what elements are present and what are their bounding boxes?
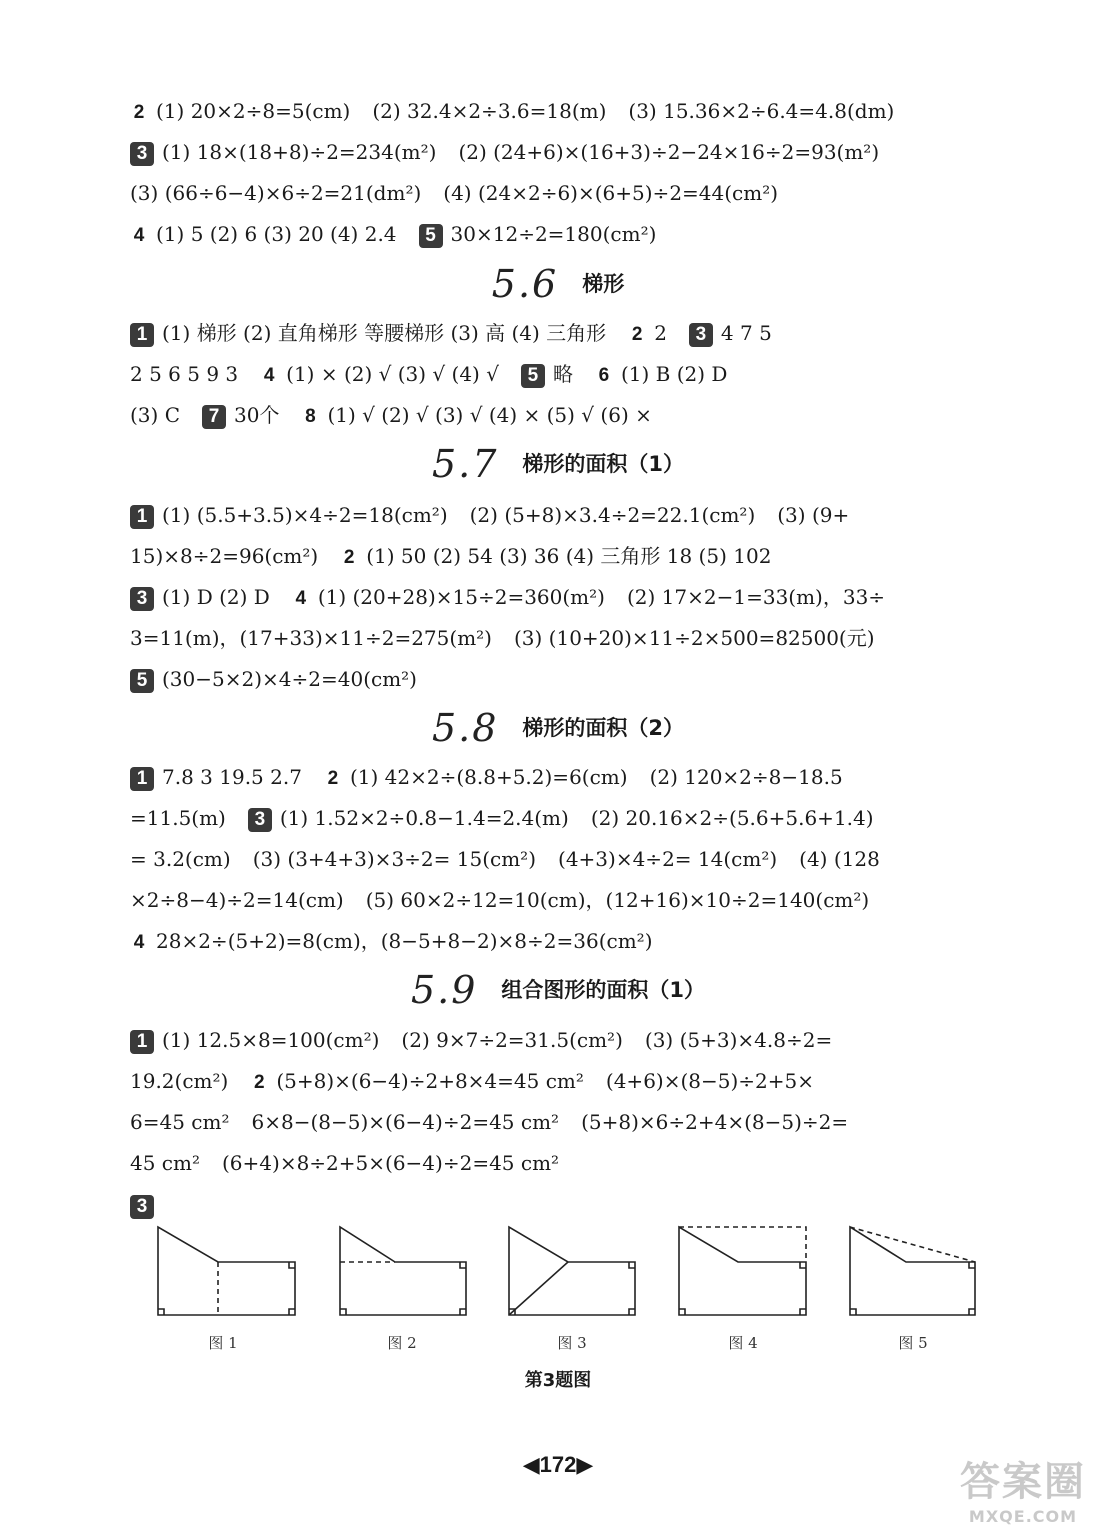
answer-text: (1) 20×2÷8=5(cm) [156, 99, 351, 123]
answer-item [130, 1069, 228, 1093]
answer-text: (4) (24×2÷6)×(6+5)÷2=44(cm²) [443, 181, 779, 205]
answer-text: 30个 [234, 403, 280, 427]
answer-line [130, 623, 1010, 653]
answer-text: (3) (9+ [777, 503, 850, 527]
answer-item [130, 140, 436, 164]
section-number: 5.6 [491, 262, 559, 306]
answer-item [366, 888, 869, 912]
watermark [938, 1450, 1108, 1530]
question-number: 4 [133, 932, 145, 953]
question-number: 1 [130, 767, 154, 791]
answer-text: 4 7 5 [720, 321, 772, 345]
answer-item [222, 1151, 559, 1175]
answer-line [130, 1066, 1010, 1098]
answer-text: (3) (10+20)×11÷2×500=82500(元) [513, 626, 875, 650]
answer-text: (2) 9×7÷2=31.5(cm²) [401, 1028, 623, 1052]
answer-line [130, 1107, 1010, 1137]
answer-item [130, 806, 226, 830]
answer-line [130, 803, 1010, 833]
answer-item [292, 585, 605, 609]
section-heading [0, 968, 1116, 1020]
section-number: 5.7 [431, 442, 499, 486]
figure-3 [509, 1227, 635, 1315]
figure-caption: 图 3 [557, 1334, 587, 1352]
answer-item [130, 403, 180, 427]
answer-item [645, 1028, 832, 1052]
answer-item [260, 362, 499, 386]
answer-item [130, 503, 448, 527]
answer-text: (4+3)×4÷2= 14(cm²) [558, 847, 778, 871]
answer-text: 3=11(m)，(17+33)×11÷2=275(m²) [130, 626, 492, 650]
answer-item [606, 1069, 814, 1093]
answer-item [650, 765, 843, 789]
answer-text: (1) 1.52×2÷0.8−1.4=2.4(m) [279, 806, 569, 830]
answer-text: 6×8−(8−5)×(6−4)÷2=45 cm² [251, 1110, 560, 1134]
question-number: 1 [130, 1030, 154, 1054]
answer-item [130, 888, 344, 912]
answer-item [301, 403, 651, 427]
answer-item [581, 1110, 848, 1134]
question-number: 3 [248, 808, 272, 832]
answer-text: 30×12÷2=180(cm²) [450, 222, 657, 246]
section-heading [0, 262, 1116, 314]
section-title: 组合图形的面积（1） [501, 978, 706, 1002]
answer-line [130, 926, 1010, 958]
question-number: 5 [419, 224, 443, 248]
answer-text: 2 5 6 5 9 3 [130, 362, 239, 386]
answer-line [130, 541, 1010, 573]
question-number: 4 [133, 225, 145, 246]
answer-item [340, 544, 771, 568]
figure-group-caption: 第3题图 [524, 1370, 592, 1391]
answer-text: (5) 60×2÷12=10(cm)，(12+16)×10÷2=140(cm²) [365, 888, 870, 912]
answer-text: (1) (20+28)×15÷2=360(m²) [317, 585, 605, 609]
answer-item [470, 503, 756, 527]
answer-item [419, 222, 657, 246]
answer-text: (6+4)×8÷2+5×(6−4)÷2=45 cm² [222, 1151, 560, 1175]
section-title: 梯形 [582, 272, 625, 296]
answer-line [130, 762, 1010, 794]
answer-item [130, 362, 238, 386]
figure-2 [340, 1227, 466, 1315]
question-number: 3 [130, 1195, 154, 1219]
watermark-text: 答案圈 [960, 1459, 1086, 1505]
answer-item [130, 222, 397, 246]
answer-text: 2 [654, 321, 667, 345]
answer-text: (2) 32.4×2÷3.6=18(m) [372, 99, 607, 123]
answer-text: (3) C [130, 403, 180, 427]
figures-row [0, 1215, 1116, 1325]
answer-item [372, 99, 606, 123]
answer-line [130, 1025, 1010, 1055]
question-number: 2 [327, 768, 339, 789]
answer-text: = 3.2(cm) [130, 847, 231, 871]
question-number: 5 [521, 364, 545, 388]
answer-item [799, 847, 880, 871]
section-title: 梯形的面积（1） [522, 452, 685, 476]
figure-1 [158, 1227, 295, 1315]
answer-item [130, 1151, 200, 1175]
answer-text: (2) 20.16×2÷(5.6+5.6+1.4) [590, 806, 874, 830]
answer-item [458, 140, 879, 164]
answer-text: (1) (5.5+3.5)×4÷2=18(cm²) [162, 503, 448, 527]
answer-line [130, 844, 1010, 874]
answer-text: (1) B (2) D [620, 362, 728, 386]
answer-text: (1) 42×2÷(8.8+5.2)=6(cm) [349, 765, 628, 789]
answer-item [202, 403, 279, 427]
answer-item [324, 765, 628, 789]
question-number: 1 [130, 505, 154, 529]
answer-item [777, 503, 849, 527]
section-number: 5.9 [410, 968, 478, 1012]
section-heading [0, 706, 1116, 758]
answer-item [130, 847, 231, 871]
answer-item [401, 1028, 622, 1052]
answer-item [628, 321, 667, 345]
question-number: 2 [343, 547, 355, 568]
figure-caption: 图 2 [387, 1334, 417, 1352]
answer-line [130, 582, 1010, 614]
figure-caption: 图 1 [208, 1334, 238, 1352]
answer-text: =11.5(m) [130, 806, 226, 830]
answer-item [130, 181, 421, 205]
answer-text: 28×2÷(5+2)=8(cm)，(8−5+8−2)×8÷2=36(cm²) [156, 929, 653, 953]
answer-text: 6=45 cm² [130, 1110, 230, 1134]
answer-line [130, 1148, 1010, 1178]
answer-item [130, 765, 302, 789]
figure-5 [850, 1227, 975, 1315]
answer-text: (3) (66÷6−4)×6÷2=21(dm²) [130, 181, 422, 205]
answer-text: (1) × (2) √ (3) √ (4) √ [286, 362, 499, 386]
question-number: 6 [598, 365, 610, 386]
answer-line [130, 178, 1010, 208]
answer-line [130, 318, 1010, 350]
answer-line [130, 500, 1010, 530]
answer-item [628, 99, 894, 123]
answer-text: (3) 15.36×2÷6.4=4.8(dm) [628, 99, 895, 123]
answer-text: (2) (5+8)×3.4÷2=22.1(cm²) [469, 503, 756, 527]
answer-line [130, 137, 1010, 167]
question-number: 3 [130, 587, 154, 611]
figure-caption: 图 5 [898, 1334, 928, 1352]
answer-text: (3) (5+3)×4.8÷2= [644, 1028, 833, 1052]
watermark-url: MXQE.COM [968, 1507, 1078, 1526]
answer-line [130, 359, 1010, 391]
answer-item [443, 181, 778, 205]
answer-text: ×2÷8−4)÷2=14(cm) [130, 888, 344, 912]
answer-item [514, 626, 875, 650]
section-title: 梯形的面积（2） [522, 716, 685, 740]
answer-line [130, 664, 1010, 694]
answer-text: (4) (128 [799, 847, 880, 871]
answer-item [130, 585, 270, 609]
answer-line [130, 96, 1010, 128]
answer-text: (1) 5 (2) 6 (3) 20 (4) 2.4 [156, 222, 397, 246]
answer-text: (2) (24+6)×(16+3)÷2−24×16÷2=93(m²) [458, 140, 880, 164]
answer-item [591, 806, 874, 830]
answer-text: (1) 梯形 (2) 直角梯形 等腰梯形 (3) 高 (4) 三角形 [162, 321, 607, 345]
answer-text: (4+6)×(8−5)÷2+5× [605, 1069, 815, 1093]
question-number: 5 [130, 669, 154, 693]
answer-item [130, 1110, 229, 1134]
question-number: 4 [263, 365, 275, 386]
answer-item [253, 847, 536, 871]
answer-item [130, 929, 653, 953]
question-number: 7 [202, 405, 226, 429]
answer-text: (1) √ (2) √ (3) √ (4) × (5) √ (6) × [327, 403, 652, 427]
answer-text: (3) (3+4+3)×3÷2= 15(cm²) [252, 847, 537, 871]
question-number: 2 [631, 324, 643, 345]
answer-line [130, 219, 1010, 251]
question-number: 1 [130, 323, 154, 347]
answer-item [130, 544, 318, 568]
section-number: 5.8 [431, 706, 499, 750]
answer-item [130, 321, 606, 345]
question-number: 4 [295, 588, 307, 609]
answer-line [130, 885, 1010, 915]
answer-text: (2) 120×2÷8−18.5 [649, 765, 843, 789]
answer-line [130, 400, 1010, 432]
page-number: ◀172▶ [522, 1452, 594, 1477]
answer-item [521, 362, 573, 386]
answer-item [130, 626, 492, 650]
question-number: 2 [133, 102, 145, 123]
answer-text: (1) D (2) D [162, 585, 270, 609]
answer-item [130, 1028, 379, 1052]
answer-item [251, 1110, 559, 1134]
answer-text: 15)×8÷2=96(cm²) [130, 544, 319, 568]
question-number: 3 [130, 142, 154, 166]
answer-text: 45 cm² [130, 1151, 200, 1175]
question-number: 3 [689, 323, 713, 347]
answer-text: (30−5×2)×4÷2=40(cm²) [162, 667, 417, 691]
answer-item [250, 1069, 584, 1093]
answer-text: 7.8 3 19.5 2.7 [162, 765, 302, 789]
answer-text: 19.2(cm²) [130, 1069, 229, 1093]
answer-item [595, 362, 727, 386]
figure-4 [679, 1227, 806, 1315]
question-number: 2 [254, 1072, 265, 1093]
answer-item [130, 1193, 162, 1217]
answer-text: (1) 18×(18+8)÷2=234(m²) [162, 140, 437, 164]
answer-text: 略 [552, 362, 573, 386]
answer-item [558, 847, 777, 871]
section-heading [0, 442, 1116, 494]
answer-item [248, 806, 569, 830]
answer-item [689, 321, 772, 345]
answer-text: (5+8)×6÷2+4×(8−5)÷2= [581, 1110, 849, 1134]
question-number: 8 [305, 406, 316, 427]
answer-text: (1) 12.5×8=100(cm²) [162, 1028, 380, 1052]
answer-text: (5+8)×(6−4)÷2+8×4=45 cm² [276, 1069, 584, 1093]
answer-item [130, 667, 417, 691]
answer-text: (1) 50 (2) 54 (3) 36 (4) 三角形 18 (5) 102 [366, 544, 772, 568]
answer-item [130, 99, 350, 123]
answer-text: (2) 17×2−1=33(m)，33÷ [626, 585, 886, 609]
figure-caption: 图 4 [728, 1334, 758, 1352]
answer-item [627, 585, 885, 609]
